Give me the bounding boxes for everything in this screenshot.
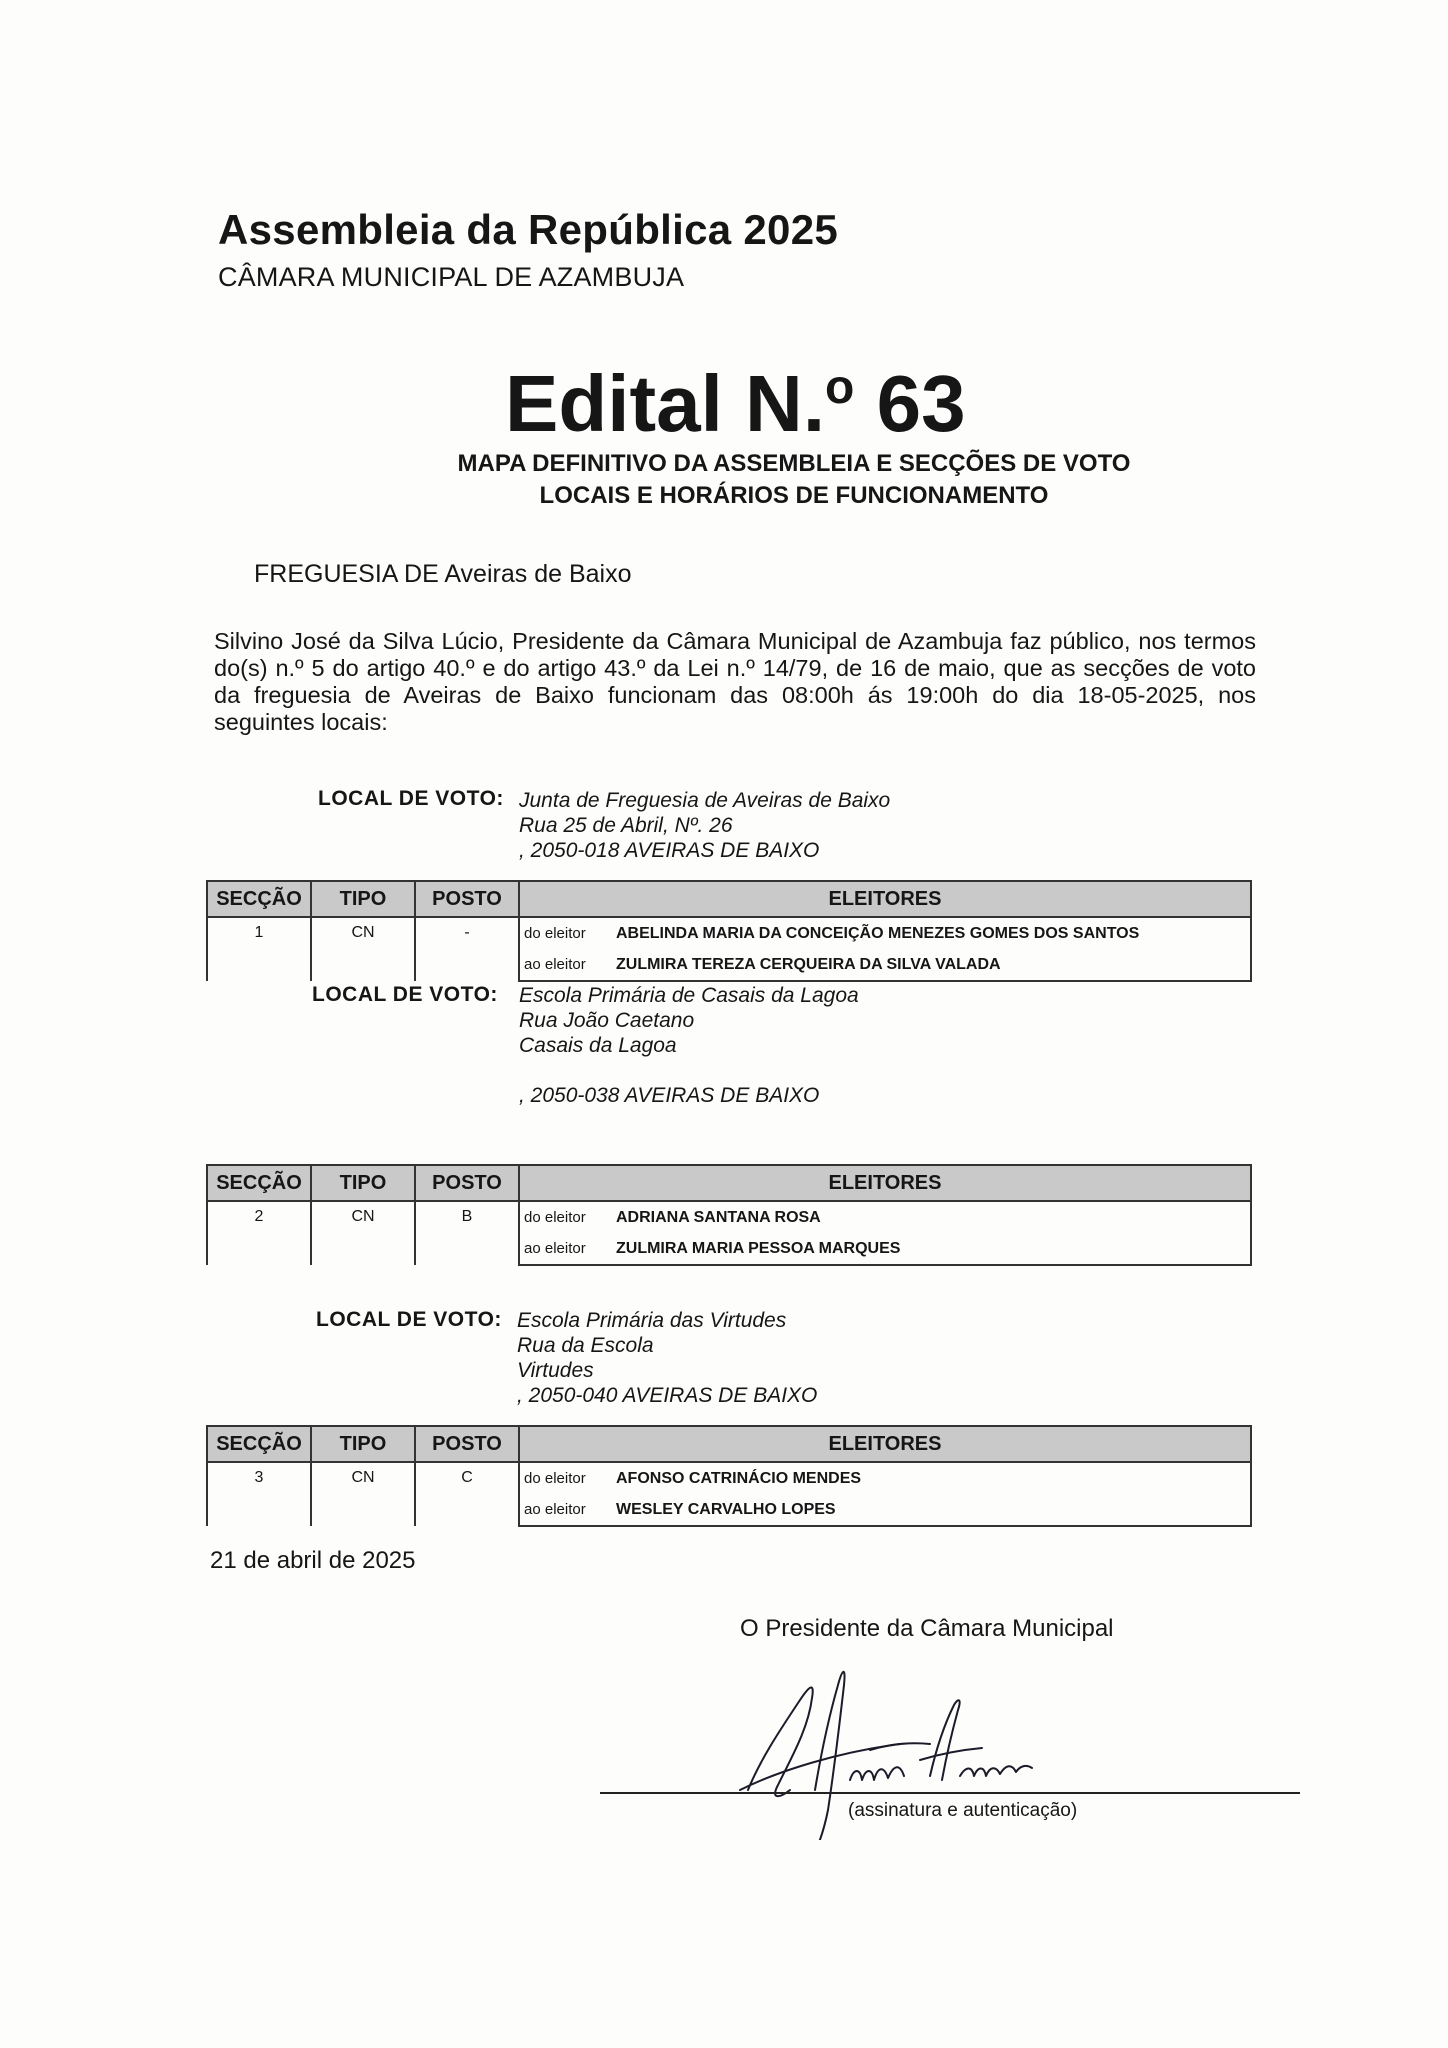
address-line: Rua 25 de Abril, Nº. 26 <box>519 814 733 837</box>
municipality-name: CÂMARA MUNICIPAL DE AZAMBUJA <box>218 262 685 292</box>
intro-paragraph: Silvino José da Silva Lúcio, Presidente da Câmara Municipal de Azambuja faz público, nos termos do(s) n.º 5 do artigo 40.º e do artigo 43.º da Lei n.º 14/79, de 16 de maio, que as secções de voto da freguesia de Aveiras de Baixo funcionam das 08:00h ás 19:00h do dia 18-05-2025, nos seguintes locais: <box>214 628 1256 735</box>
header-eleitores: ELEITORES <box>519 1426 1251 1462</box>
table-row <box>207 1462 1251 1494</box>
seccao-cell: 2 <box>207 1201 311 1265</box>
address-line: Rua João Caetano <box>519 1009 695 1032</box>
address-line: Escola Primária das Virtudes <box>517 1309 787 1332</box>
eleitor-name: ZULMIRA MARIA PESSOA MARQUES <box>616 1239 901 1257</box>
edital-subheading-1: MAPA DEFINITIVO DA ASSEMBLEIA E SECÇÕES DE VOTO <box>457 450 1131 477</box>
local-address <box>519 788 890 863</box>
header-tipo: TIPO <box>311 1165 415 1201</box>
table-header-row <box>207 881 1251 917</box>
eleitor-to-cell <box>519 1233 1251 1265</box>
eleitor-from-cell <box>519 1201 1251 1233</box>
local-label: LOCAL DE VOTO: <box>312 983 498 1006</box>
eleitor-prefix: ao eleitor <box>524 955 586 973</box>
tipo-cell: CN <box>311 917 415 981</box>
header-posto: POSTO <box>415 881 519 917</box>
address-line: Casais da Lagoa <box>519 1034 677 1057</box>
section-table <box>206 1425 1252 1527</box>
edital-heading-text: Edital N. <box>505 359 826 448</box>
table-row <box>207 1201 1251 1233</box>
eleitor-name: ZULMIRA TEREZA CERQUEIRA DA SILVA VALADA <box>616 955 1001 973</box>
edital-number: 63 <box>854 359 966 448</box>
address-line: Virtudes <box>517 1359 594 1382</box>
table-row <box>207 917 1251 949</box>
header-seccao: SECÇÃO <box>207 881 311 917</box>
edital-heading-ordinal: o <box>825 361 855 414</box>
freguesia-name: FREGUESIA DE Aveiras de Baixo <box>254 560 632 588</box>
table-header-row <box>207 1165 1251 1201</box>
signature-caption: (assinatura e autenticação) <box>848 1800 1078 1821</box>
eleitor-to-cell <box>519 949 1251 981</box>
local-label: LOCAL DE VOTO: <box>318 787 504 810</box>
eleitor-name: AFONSO CATRINÁCIO MENDES <box>616 1469 862 1487</box>
posto-cell: C <box>415 1462 519 1526</box>
tipo-cell: CN <box>311 1201 415 1265</box>
posto-cell: - <box>415 917 519 981</box>
address-line: Escola Primária de Casais da Lagoa <box>519 984 859 1007</box>
header-seccao: SECÇÃO <box>207 1165 311 1201</box>
address-line: Rua da Escola <box>517 1334 654 1357</box>
address-line: Junta de Freguesia de Aveiras de Baixo <box>519 789 891 812</box>
eleitor-prefix: do eleitor <box>524 924 586 942</box>
eleitor-name: ADRIANA SANTANA ROSA <box>616 1208 821 1226</box>
header-posto: POSTO <box>415 1426 519 1462</box>
header-tipo: TIPO <box>311 1426 415 1462</box>
header-seccao: SECÇÃO <box>207 1426 311 1462</box>
edital-heading <box>505 358 966 450</box>
table-header-row <box>207 1426 1251 1462</box>
address-line <box>519 1058 859 1083</box>
eleitor-name: ABELINDA MARIA DA CONCEIÇÃO MENEZES GOMES DOS SANTOS <box>616 924 1140 942</box>
address-line: , 2050-038 AVEIRAS DE BAIXO <box>519 1084 820 1107</box>
eleitor-prefix: do eleitor <box>524 1208 586 1226</box>
section-table <box>206 1164 1252 1266</box>
header-eleitores: ELEITORES <box>519 1165 1251 1201</box>
address-line: , 2050-018 AVEIRAS DE BAIXO <box>519 839 820 862</box>
eleitor-to-cell <box>519 1494 1251 1526</box>
seccao-cell: 1 <box>207 917 311 981</box>
edital-subheading-2: LOCAIS E HORÁRIOS DE FUNCIONAMENTO <box>539 482 1049 509</box>
tipo-cell: CN <box>311 1462 415 1526</box>
signatory-title: O Presidente da Câmara Municipal <box>740 1615 1114 1642</box>
local-address <box>519 983 859 1108</box>
local-label: LOCAL DE VOTO: <box>316 1308 502 1331</box>
posto-cell: B <box>415 1201 519 1265</box>
address-line: , 2050-040 AVEIRAS DE BAIXO <box>517 1384 818 1407</box>
eleitor-prefix: ao eleitor <box>524 1500 586 1518</box>
section-table <box>206 880 1252 982</box>
eleitor-prefix: ao eleitor <box>524 1239 586 1257</box>
eleitor-prefix: do eleitor <box>524 1469 586 1487</box>
header-posto: POSTO <box>415 1165 519 1201</box>
eleitor-from-cell <box>519 1462 1251 1494</box>
signature-line <box>600 1792 1300 1794</box>
local-address <box>517 1308 817 1408</box>
document-title: Assembleia da República 2025 <box>218 206 839 253</box>
eleitor-name: WESLEY CARVALHO LOPES <box>616 1500 836 1518</box>
seccao-cell: 3 <box>207 1462 311 1526</box>
document-date: 21 de abril de 2025 <box>210 1547 416 1574</box>
header-eleitores: ELEITORES <box>519 881 1251 917</box>
header-tipo: TIPO <box>311 881 415 917</box>
eleitor-from-cell <box>519 917 1251 949</box>
